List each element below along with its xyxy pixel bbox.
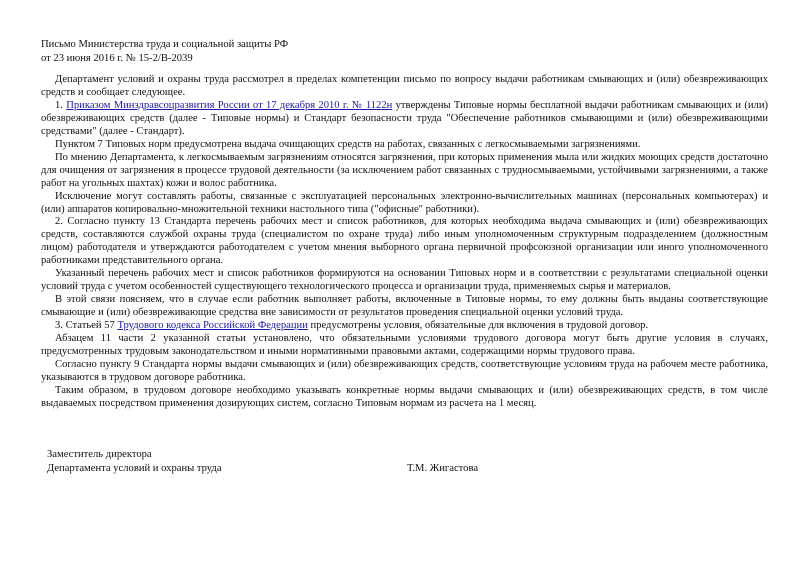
paragraph-1 <box>41 100 768 139</box>
paragraph-8-prefix: 3. Статьей 57 <box>55 320 115 332</box>
paragraph-8-text: предусмотрены условия, обязательные для включения в трудовой договор. <box>310 320 649 332</box>
paragraph-1-number: 1. <box>55 99 63 111</box>
paragraph-5: 2. Согласно пункту 13 Стандарта перечень рабочих мест и список работников, для которых необходима выдача смывающих и (или) обезвреживающих средств, составляются службой охраны труда (специалистом по охране труда) либо иным уполномоченным структурным подразделением (должностным лицом) работодателя и утверждаются работодателем с учетом мнения выборного органа первичной профсоюзной организации или иного уполномоченного работниками представительного органа. <box>41 216 768 267</box>
letter-date-number: от 23 июня 2016 г. № 15-2/В-2039 <box>41 53 193 64</box>
signatory-title-1: Заместитель директора <box>47 449 152 460</box>
paragraph-8 <box>41 320 768 333</box>
paragraph-6: Указанный перечень рабочих мест и список работников формируются на основании Типовых норм и в соответствии с результатами специальной оценки условий труда с учетом особенностей существующего технологического процесса и организации труда, применяемых сырья и материалов. <box>41 268 768 293</box>
letter-body <box>41 74 768 411</box>
order-link[interactable]: Приказом Минздравсоцразвития России от 17 декабря 2010 г. № 1122н <box>66 99 393 111</box>
paragraph-intro: Департамент условий и охраны труда рассмотрел в пределах компетенции письмо по вопросу выдачи работникам смывающих и (или) обезвреживающих средств и сообщает следующее. <box>41 74 768 98</box>
paragraph-9: Абзацем 11 части 2 указанной статьи установлено, что обязательными условиями трудового договора могут быть другие условия в случаях, предусмотренных трудовым законодательством и иными нормативными правовыми актами, содержащими нормы трудового права. <box>41 333 768 358</box>
paragraph-3: По мнению Департамента, к легкосмываемым загрязнениям относятся загрязнения, при которых применения мыла или жидких моющих средств достаточно для очищения от загрязнения в процессе трудовой деятельности (за исключением работ связанных с трудносмываемыми, устойчивыми загрязнениями, а также работ на угольных шахтах) кожи и волос работника. <box>41 151 768 189</box>
paragraph-2: Пунктом 7 Типовых норм предусмотрена выдача очищающих средств на работах, связанных с легкосмываемыми загрязнениями. <box>55 138 641 150</box>
paragraph-7: В этой связи поясняем, что в случае если работник выполняет работы, включенные в Типовые нормы, то ему должны быть выданы соответствующие смывающие и (или) обезвреживающие средства вне зависимости от результатов проведения специальной оценки условий труда. <box>41 294 768 319</box>
paragraph-11: Таким образом, в трудовом договоре необходимо указывать конкретные нормы выдачи смывающих и (или) обезвреживающих средств, в том числе выдаваемых посредством применения дозирующих систем, согласно Типовым нормам из расчета на 1 месяц. <box>41 384 768 409</box>
signature-block <box>47 448 222 476</box>
letter-header <box>41 38 288 66</box>
paragraph-4: Исключение могут составлять работы, связанные с эксплуатацией персональных электронно-вычислительных машинах (персональных компьютерах) и (или) аппаратов копировально-множительной техники настольного типа ("офисные" работники). <box>41 190 768 215</box>
paragraph-1-text: утверждены Типовые нормы бесплатной выдачи работникам смывающих и (или) обезвреживающих средств (далее - Типовые нормы) и Стандарт безопасности труда "Обеспечение работников смывающими и (или) обезвреживающими средствами" (далее - Стандарт). <box>41 99 769 137</box>
paragraph-10: Согласно пункту 9 Стандарта нормы выдачи смывающих и (или) обезвреживающих средств, соответствующие условиям труда на рабочем месте работника, указываются в трудовом договоре работника. <box>41 358 768 383</box>
signatory-name: Т.М. Жигастова <box>407 463 479 474</box>
labor-code-link[interactable]: Трудового кодекса Российской Федерации <box>117 320 308 332</box>
signatory-title-2: Департамента условий и охраны труда <box>47 463 222 474</box>
letter-title: Письмо Министерства труда и социальной защиты РФ <box>41 39 289 50</box>
